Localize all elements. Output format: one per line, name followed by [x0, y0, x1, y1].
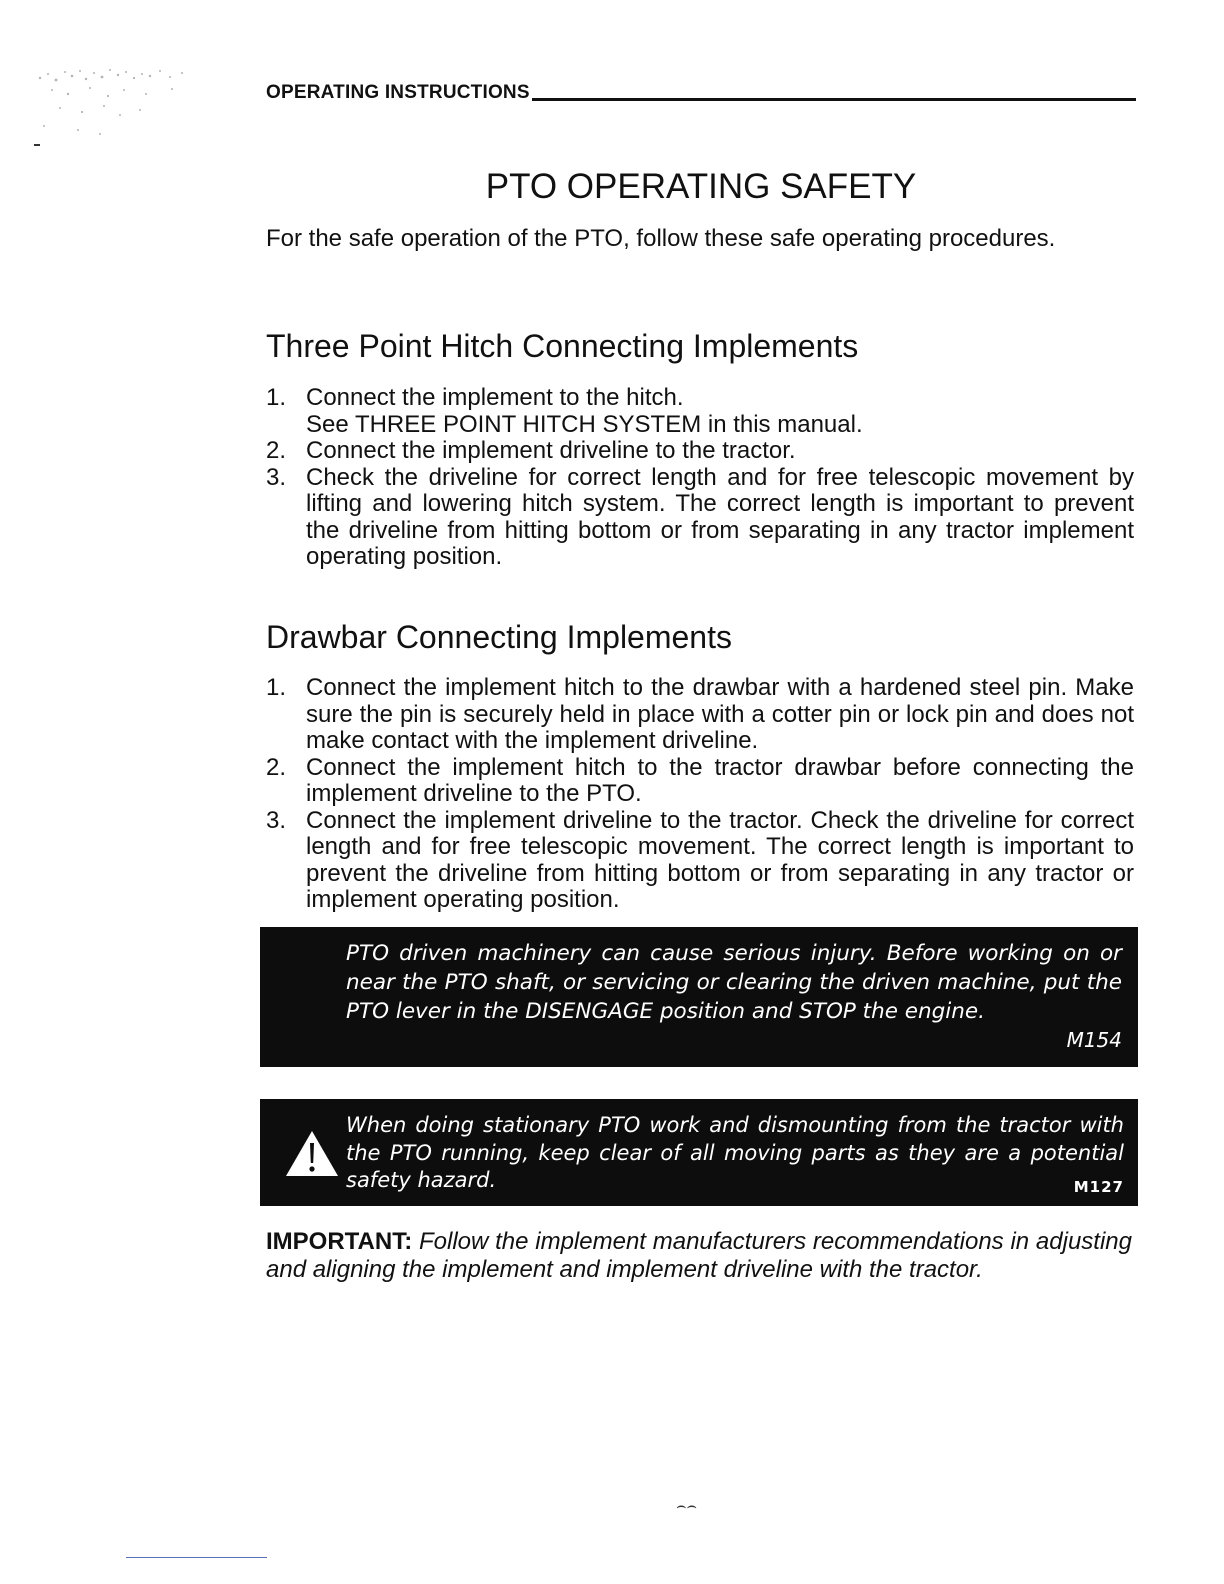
intro-paragraph: For the safe operation of the PTO, follow these safe operating procedures. [266, 225, 1056, 252]
list-item [266, 675, 1134, 755]
list-item [266, 385, 1134, 438]
drawbar-steps [266, 675, 1134, 914]
page-number-mark: ⌢⌢ [676, 1498, 698, 1515]
warning-triangle-icon [284, 1129, 340, 1179]
step-text: Connect the implement driveline to the tractor. Check the driveline for correct length and for free telescopic movement. The correct length is important to prevent the driveline from hitting bottom or from separating in any tractor or implement operating position. [306, 806, 1134, 913]
important-label: IMPORTANT: [266, 1228, 413, 1255]
step-text: Connect the implement to the hitch. [306, 384, 684, 411]
footer-rule [126, 1557, 267, 1558]
warning-text: PTO driven machinery can cause serious injury. Before working on or near the PTO shaft, or servicing or clearing the driven machine, put the PTO lever in the DISENGAGE position and STOP the engine. [346, 941, 1122, 1024]
step-number: 2. [266, 437, 287, 464]
three-point-heading: Three Point Hitch Connecting Implements [266, 328, 859, 364]
warning-code: M127 [1073, 1178, 1124, 1196]
list-item [266, 465, 1134, 571]
important-text: Follow the implement manufacturers recommendations in adjusting and aligning the implement and implement driveline with the tractor. [266, 1228, 1132, 1283]
page-title: PTO OPERATING SAFETY [485, 167, 917, 206]
step-number: 1. [266, 674, 287, 701]
scan-speckle-artifact [20, 60, 210, 170]
step-text: Connect the implement driveline to the tractor. [306, 437, 796, 464]
step-text-reference: See THREE POINT HITCH SYSTEM in this manual. [306, 410, 863, 438]
step-number: 3. [266, 463, 287, 491]
list-item [266, 438, 1134, 465]
step-number: 2. [266, 753, 287, 781]
warning-box-stationary-pto [260, 1099, 1138, 1206]
step-number: 1. [266, 384, 287, 411]
step-text: Connect the implement hitch to the drawbar with a hardened steel pin. Make sure the pin is securely held in place with a cotter pin or lock pin and does not make contact with the implement driveline. [306, 674, 1134, 754]
header-rule [532, 98, 1136, 101]
step-text: Check the driveline for correct length and for free telescopic movement by lifting and lowering hitch system. The correct length is important to prevent the driveline from hitting bottom or from separating in any tractor implement operating position. [306, 463, 1134, 570]
list-item [266, 755, 1134, 808]
three-point-steps [266, 385, 1134, 571]
step-number: 3. [266, 806, 287, 834]
warning-box-pto-injury [260, 927, 1138, 1067]
section-label: OPERATING INSTRUCTIONS [266, 82, 530, 103]
warning-code: M154 [1066, 1028, 1122, 1052]
running-header [266, 82, 1136, 104]
drawbar-heading: Drawbar Connecting Implements [266, 619, 732, 655]
step-text: Connect the implement hitch to the tractor drawbar before connecting the implement driveline to the PTO. [306, 753, 1134, 807]
important-note [266, 1228, 1132, 1283]
warning-text: When doing stationary PTO work and dismounting from the tractor with the PTO running, keep clear of all moving parts as they are a potential safety hazard. [346, 1113, 1124, 1192]
list-item [266, 808, 1134, 914]
